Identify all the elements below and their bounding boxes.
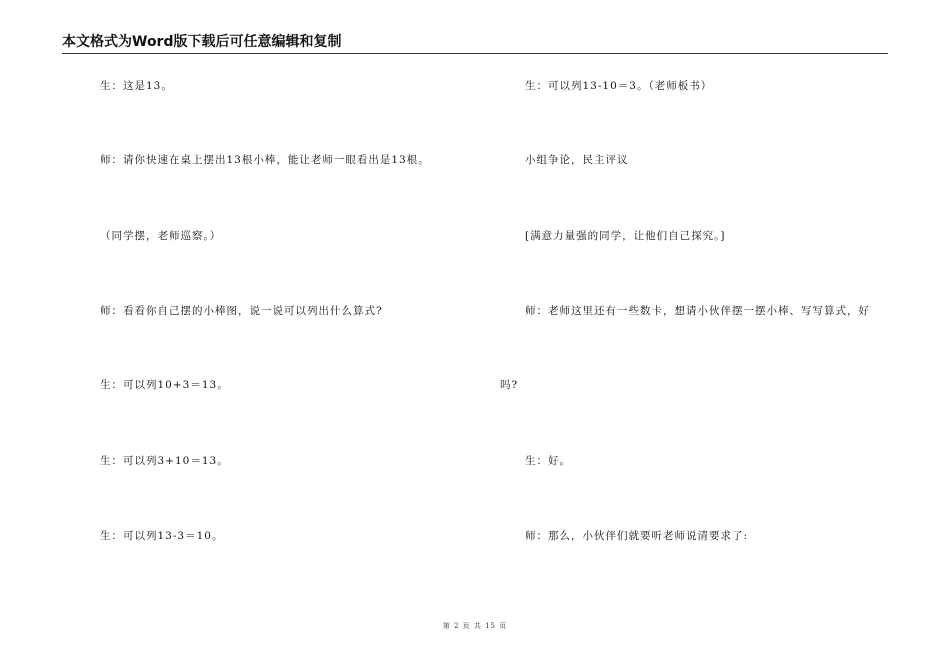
right-line-5: 吗? (500, 379, 519, 391)
left-line-1: 生：这是13。 (100, 80, 173, 92)
right-line-4: 师：老师这里还有一些数卡，想请小伙伴摆一摆小棒、写写算式，好 (525, 305, 870, 317)
header-title: 本文格式为Word版下载后可任意编辑和复制 (62, 34, 342, 50)
left-line-6: 生：可以列3+10＝13。 (100, 455, 229, 467)
page-footer: 第 2 页 共 15 页 (442, 622, 508, 630)
right-line-7: 师：那么，小伙伴们就要听老师说清要求了: (525, 530, 749, 542)
left-line-5: 生：可以列10+3＝13。 (100, 379, 229, 391)
left-line-3: （同学摆，老师巡察。） (100, 230, 222, 242)
left-line-4: 师：看看你自己摆的小棒图，说一说可以列出什么算式? (100, 305, 383, 317)
page-header (62, 32, 888, 54)
right-line-6: 生：好。 (525, 455, 571, 467)
left-line-7: 生：可以列13-3＝10。 (100, 530, 224, 542)
left-line-2: 师：请你快速在桌上摆出13根小棒，能让老师一眼看出是13根。 (100, 154, 430, 166)
right-line-2: 小组争论，民主评议 (525, 154, 629, 166)
right-line-3: [满意力量强的同学，让他们自己探究。] (525, 230, 726, 242)
right-line-1: 生：可以列13-10＝3。（老师板书） (525, 80, 713, 92)
